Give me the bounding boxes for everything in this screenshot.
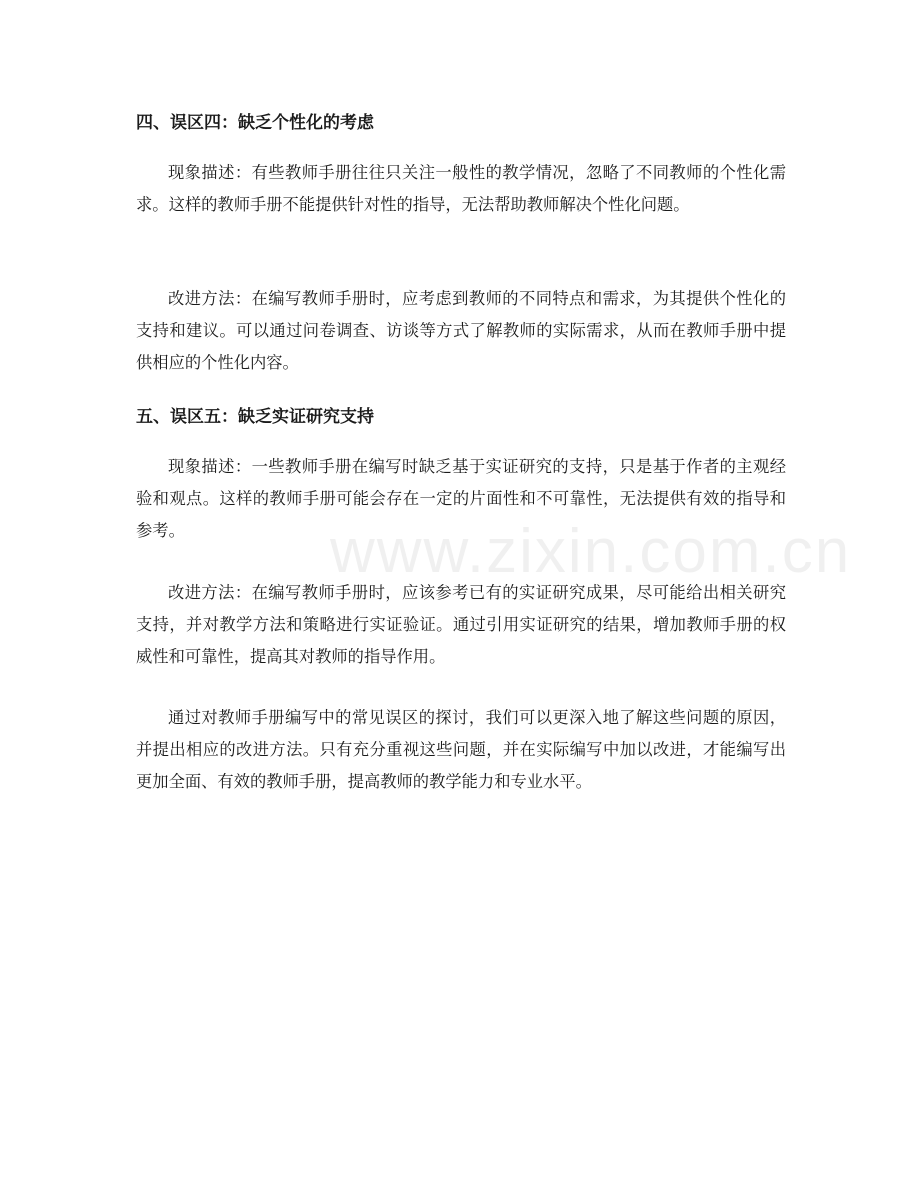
paragraph-improvement-4: 改进方法：在编写教师手册时，应考虑到教师的不同特点和需求，为其提供个性化的支持和建议。可以通过问卷调查、访谈等方式了解教师的实际需求，从而在教师手册中提供相应的个性化内容。 bbox=[136, 289, 786, 372]
paragraph-phenomenon-5: 现象描述：一些教师手册在编写时缺乏基于实证研究的支持，只是基于作者的主观经验和观点。这样的教师手册可能会存在一定的片面性和不可靠性，无法提供有效的指导和参考。 bbox=[136, 457, 786, 540]
paragraph-improvement-5: 改进方法：在编写教师手册时，应该参考已有的实证研究成果，尽可能给出相关研究支持，并对教学方法和策略进行实证验证。通过引用实证研究的结果，增加教师手册的权威性和可靠性，提高其对教师的指导作用。 bbox=[136, 583, 786, 666]
section-heading-4: 四、误区四：缺乏个性化的考虑 bbox=[136, 113, 374, 133]
watermark: www.zixin.com.cn bbox=[330, 517, 852, 586]
paragraph-phenomenon-4: 现象描述：有些教师手册往往只关注一般性的教学情况，忽略了不同教师的个性化需求。这样的教师手册不能提供针对性的指导，无法帮助教师解决个性化问题。 bbox=[136, 163, 786, 214]
section-heading-5: 五、误区五：缺乏实证研究支持 bbox=[136, 407, 374, 427]
paragraph-conclusion: 通过对教师手册编写中的常见误区的探讨，我们可以更深入地了解这些问题的原因，并提出相应的改进方法。只有充分重视这些问题，并在实际编写中加以改进，才能编写出更加全面、有效的教师手册，提高教师的教学能力和专业水平。 bbox=[136, 708, 786, 791]
